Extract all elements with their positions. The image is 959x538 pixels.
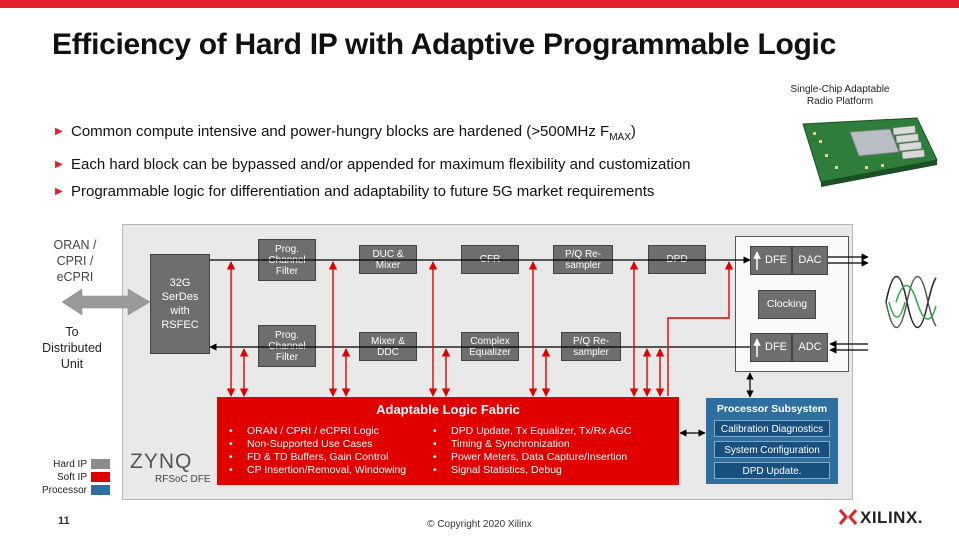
- bullet-arrow-icon: ▶: [55, 159, 63, 170]
- dfe-tx-label: DFE: [765, 254, 787, 266]
- block-line: Prog.: [275, 329, 299, 341]
- slide-title: Efficiency of Hard IP with Adaptive Programmable Logic: [52, 28, 836, 61]
- fabric-item: • Power Meters, Data Capture/Insertion: [427, 451, 632, 464]
- block-line: Channel: [268, 340, 306, 352]
- copyright-text: © Copyright 2020 Xilinx: [427, 519, 532, 530]
- fabric-item: • CP Insertion/Removal, Windowing: [223, 464, 406, 477]
- du-label-line: To: [65, 325, 79, 339]
- bullet-tail: ): [630, 123, 636, 140]
- legend-label-processor: Processor: [41, 485, 87, 496]
- oran-label-line: CPRI /: [56, 254, 94, 268]
- adc-label: ADC: [798, 341, 822, 353]
- legend-swatch-processor: [91, 485, 110, 495]
- legend-swatch-hard-ip: [91, 459, 110, 469]
- clocking-label: Clocking: [766, 298, 808, 310]
- fabric-title: Adaptable Logic Fabric: [376, 402, 520, 417]
- block-line: sampler: [565, 259, 601, 271]
- zynq-logo: ZYNQ: [130, 450, 193, 473]
- legend-label-hard-ip: Hard IP: [53, 459, 87, 470]
- fabric-item: • Timing & Synchronization: [427, 438, 632, 451]
- block-line: sampler: [573, 346, 609, 358]
- serdes-line: RSFEC: [161, 319, 199, 331]
- fabric-item: • ORAN / CPRI / eCPRI Logic: [223, 425, 406, 438]
- processor-item-dpd-update: DPD Update.: [714, 462, 830, 479]
- rf-waveform-icon: [886, 277, 936, 328]
- legend-label-soft-ip: Soft IP: [56, 472, 87, 483]
- dac-label: DAC: [798, 254, 822, 266]
- block-line: DPD: [666, 254, 688, 265]
- ethernet-double-arrow-icon: [62, 289, 150, 315]
- processor-subsystem: [706, 398, 838, 484]
- serdes-line: 32G: [169, 277, 191, 289]
- serdes-line: with: [170, 305, 190, 317]
- serdes-line: SerDes: [161, 291, 199, 303]
- block-line: Filter: [275, 351, 299, 363]
- processor-item-system-config: System Configuration: [714, 441, 830, 458]
- block-line: DUC &: [372, 248, 404, 260]
- page-number: 11: [58, 515, 70, 527]
- block-line: Channel: [268, 254, 306, 266]
- xilinx-logo-icon: [838, 508, 858, 526]
- block-line: DDC: [377, 346, 399, 358]
- legend-swatch-soft-ip: [91, 472, 110, 482]
- dfe-rx-label: DFE: [765, 341, 787, 353]
- block-line: P/Q Re-: [572, 335, 610, 347]
- block-line: P/Q Re-: [564, 248, 602, 260]
- block-line: Mixer &: [371, 335, 405, 347]
- du-label-line: Distributed: [42, 341, 102, 355]
- bullet-text: Common compute intensive and power-hungry blocks are hardened (>500MHz F: [71, 123, 610, 140]
- bullet-arrow-icon: ▶: [55, 126, 63, 137]
- fabric-item: • FD & TD Buffers, Gain Control: [223, 451, 406, 464]
- bullet-text: Programmable logic for differentiation and adaptability to future 5G market requirements: [71, 183, 655, 200]
- processor-title: Processor Subsystem: [716, 403, 828, 415]
- oran-label-line: ORAN /: [53, 238, 97, 252]
- chip-caption-line-2: Radio Platform: [806, 96, 874, 107]
- block-line: Equalizer: [469, 346, 511, 358]
- block-line: Filter: [275, 265, 299, 277]
- block-line: Complex: [470, 335, 510, 347]
- bullet-subscript: MAX: [609, 132, 631, 143]
- adaptable-logic-fabric: [217, 397, 679, 485]
- fabric-item: • DPD Update, Tx Equalizer, Tx/Rx AGC: [427, 425, 632, 438]
- oran-label-line: eCPRI: [56, 270, 94, 284]
- block-line: CFR: [479, 254, 501, 265]
- fabric-item: • Non-Supported Use Cases: [223, 438, 406, 451]
- processor-item-calibration: Calibration Diagnostics: [714, 420, 830, 437]
- bullet-text: Each hard block can be bypassed and/or appended for maximum flexibility and customization: [71, 156, 691, 173]
- bullet-arrow-icon: ▶: [55, 186, 63, 197]
- fabric-list-right: [427, 425, 632, 477]
- xilinx-logo-text: XILINX.: [860, 508, 924, 527]
- rfsoc-dfe-label: RFSoC DFE: [155, 474, 211, 485]
- fabric-item: • Signal Statistics, Debug: [427, 464, 632, 477]
- block-line: Mixer: [375, 259, 401, 271]
- fabric-list-left: [223, 425, 406, 477]
- chip-caption-line-1: Single-Chip Adaptable: [790, 84, 890, 95]
- block-line: Prog.: [275, 243, 299, 255]
- du-label-line: Unit: [60, 357, 84, 371]
